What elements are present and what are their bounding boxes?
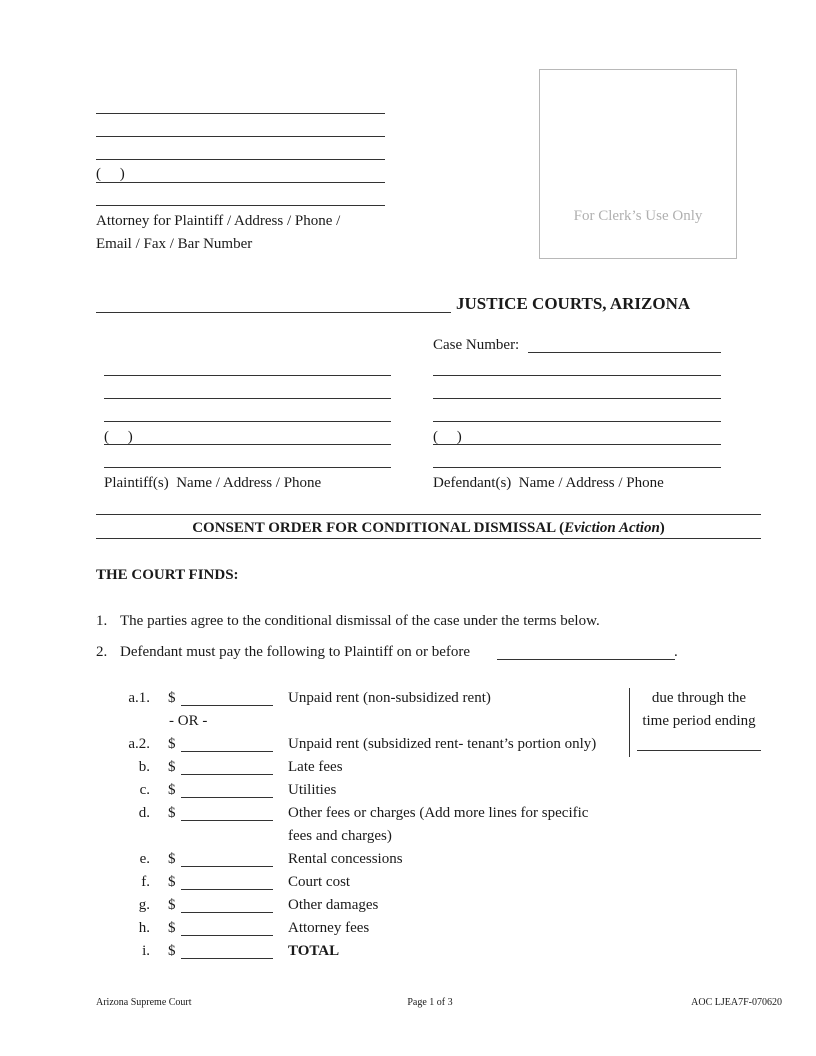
finding-1-number: 1. [96,613,108,629]
attorney-phone-line[interactable] [96,182,385,183]
item-h-currency: $ [168,920,176,936]
item-e-label: e. [139,851,150,867]
item-e-desc: Rental concessions [288,851,403,867]
defendant-caption: Defendant(s) Name / Address / Phone [433,475,664,491]
defendant-line-2[interactable] [433,398,721,399]
defendant-line-5[interactable] [433,467,721,468]
attorney-phone-parens: ( ) [96,166,125,182]
item-a1-amount-line[interactable] [181,705,273,706]
item-d-currency: $ [168,805,176,821]
item-h-amount-line[interactable] [181,935,273,936]
item-a2-currency: $ [168,736,176,752]
item-d-label: d. [138,805,150,821]
footer-page-number: Page 1 of 3 [407,997,453,1008]
court-title: JUSTICE COURTS, ARIZONA [456,294,691,313]
footer-form-code: AOC LJEA7F-070620 [691,997,782,1008]
clerk-use-box [539,69,737,259]
plaintiff-caption: Plaintiff(s) Name / Address / Phone [104,475,322,491]
defendant-phone-line[interactable] [433,444,721,445]
plaintiff-line-2[interactable] [104,398,391,399]
item-a2-label: a.2. [128,736,150,752]
attorney-caption-line1: Attorney for Plaintiff / Address / Phone / [96,213,341,229]
plaintiff-line-3[interactable] [104,421,391,422]
case-number-line[interactable] [528,352,721,353]
item-f-desc: Court cost [288,874,351,890]
order-title-italic: Eviction Action [564,520,660,536]
court-precinct-line[interactable] [96,312,451,313]
attorney-line-1[interactable] [96,113,385,114]
item-b-label: b. [138,759,150,775]
item-a1-label: a.1. [128,690,150,706]
item-f-currency: $ [168,874,176,890]
item-b-currency: $ [168,759,176,775]
finding-2-date-line[interactable] [497,659,675,660]
item-d-desc: Other fees or charges (Add more lines for specific [288,805,589,821]
item-f-amount-line[interactable] [181,889,273,890]
due-through-line1: due through the [651,690,747,706]
plaintiff-phone-parens: ( ) [104,429,133,445]
item-b-amount-line[interactable] [181,774,273,775]
finding-2-number: 2. [96,644,108,660]
attorney-line-5[interactable] [96,205,385,206]
item-i-desc: TOTAL [288,943,340,959]
finding-2-text: Defendant must pay the following to Plaintiff on or before [120,644,471,660]
attorney-line-3[interactable] [96,159,385,160]
plaintiff-line-5[interactable] [104,467,391,468]
defendant-line-3[interactable] [433,421,721,422]
case-number-label: Case Number: [433,337,520,353]
defendant-line-1[interactable] [433,375,721,376]
item-g-currency: $ [168,897,176,913]
findings-heading: THE COURT FINDS: [96,567,239,583]
item-d-desc-cont: fees and charges) [288,828,392,844]
footer-left: Arizona Supreme Court [96,997,192,1008]
order-title-end: ) [659,520,665,536]
item-c-desc: Utilities [288,782,337,798]
finding-2-period: . [674,644,678,660]
item-g-desc: Other damages [288,897,379,913]
plaintiff-phone-line[interactable] [104,444,391,445]
item-g-amount-line[interactable] [181,912,273,913]
attorney-caption-line2: Email / Fax / Bar Number [96,236,253,252]
title-rule-top [96,514,761,515]
defendant-phone-parens: ( ) [433,429,462,445]
plaintiff-line-1[interactable] [104,375,391,376]
item-f-label: f. [141,874,150,890]
item-h-desc: Attorney fees [288,920,370,936]
attorney-line-2[interactable] [96,136,385,137]
item-b-desc: Late fees [288,759,343,775]
due-bracket-divider [629,688,630,757]
item-i-label: i. [142,943,150,959]
item-i-amount-line[interactable] [181,958,273,959]
item-h-label: h. [138,920,150,936]
due-through-line2: time period ending [642,713,756,729]
item-a1-desc: Unpaid rent (non-subsidized rent) [288,690,491,706]
item-a2-amount-line[interactable] [181,751,273,752]
item-a1-currency: $ [168,690,176,706]
due-through-date-line[interactable] [637,750,761,751]
clerk-use-label: For Clerk’s Use Only [573,208,703,224]
title-rule-bottom [96,538,761,539]
item-c-currency: $ [168,782,176,798]
item-i-currency: $ [168,943,176,959]
or-separator: - OR - [169,713,208,729]
item-c-label: c. [139,782,150,798]
order-title-main: CONSENT ORDER FOR CONDITIONAL DISMISSAL ( [192,520,565,536]
item-a2-desc: Unpaid rent (subsidized rent- tenant’s portion only) [288,736,597,752]
item-e-currency: $ [168,851,176,867]
item-c-amount-line[interactable] [181,797,273,798]
item-e-amount-line[interactable] [181,866,273,867]
item-d-amount-line[interactable] [181,820,273,821]
finding-1-text: The parties agree to the conditional dismissal of the case under the terms below. [120,613,600,629]
item-g-label: g. [138,897,150,913]
order-title [96,519,761,537]
